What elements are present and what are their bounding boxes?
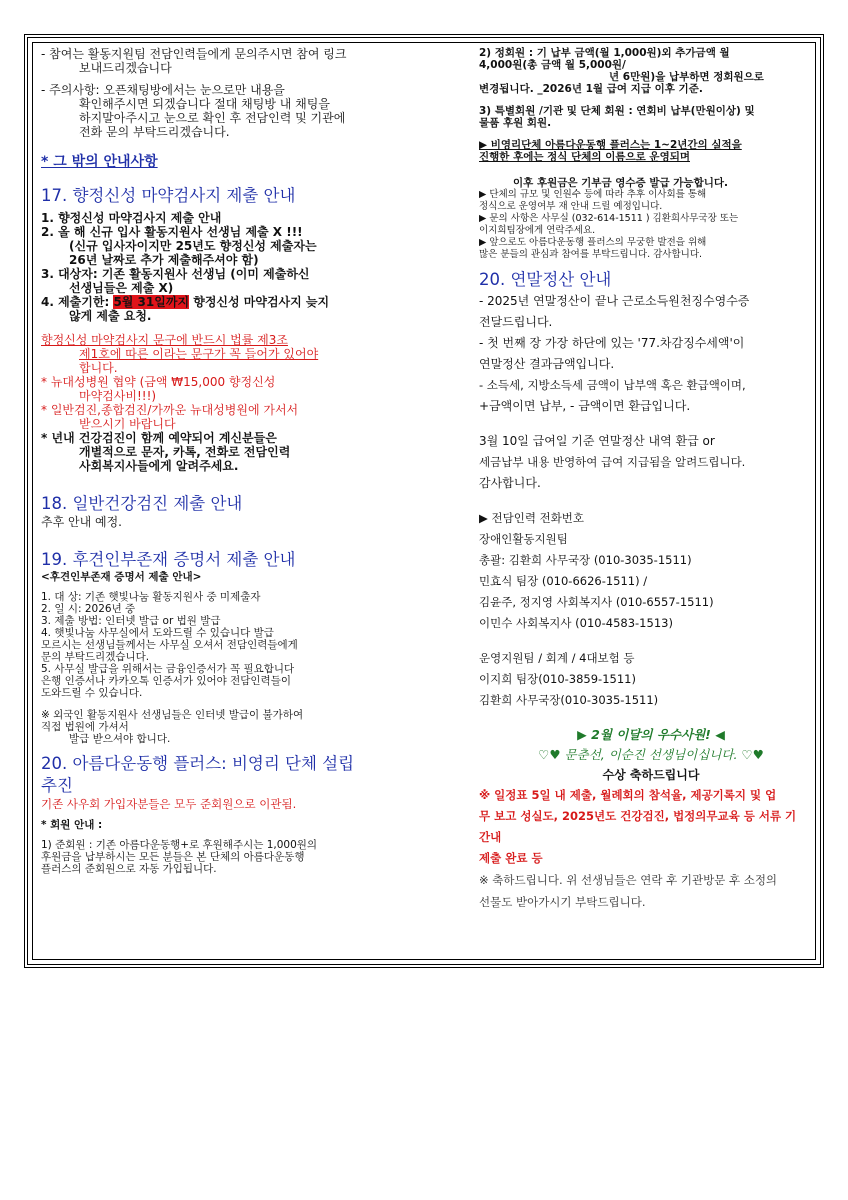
small-note: 많은 분들의 관심과 참여를 부탁드립니다. 감사합니다. xyxy=(479,249,703,260)
s17-red-note: * 뉴대성병원 협약 (금액 ₩15,000 향정신성 xyxy=(41,375,276,389)
section-20-title-line2: 추진 xyxy=(41,776,73,795)
s19-note: 직접 법원에 가셔서 xyxy=(41,721,129,733)
contact-line: 김환희 사무국장(010-3035-1511) xyxy=(479,693,659,707)
donor-note: 이후 후원금은 기부금 영수증 발급 가능합니다. xyxy=(513,177,728,189)
tax-line: 연말정산 결과금액입니다. xyxy=(479,357,615,371)
deadline-highlight: 5월 31일까지 xyxy=(113,295,190,309)
section-17-title: 17. 향정신성 마약검사지 제출 안내 xyxy=(41,186,296,205)
small-note: ▶ 문의 사항은 사무실 (032-614-1511 ) 김환희사무국장 또는 xyxy=(479,213,739,224)
s19-item: 5. 사무실 발급을 위해서는 금융인증서가 꼭 필요합니다 xyxy=(41,663,295,675)
intro-line: - 참여는 활동지원팀 전담인력들에게 문의주시면 참여 링크 xyxy=(41,47,347,61)
nonprofit-note: 진행한 후에는 정식 단체의 이름으로 운영되며 xyxy=(479,151,690,163)
caution-line: 확인해주시면 되겠습니다 절대 채팅방 내 채팅을 xyxy=(79,97,330,111)
s19-item: 3. 제출 방법: 인터넷 발급 or 법원 발급 xyxy=(41,615,221,627)
s17-red-note: 향정신성 마약검사지 문구에 반드시 법률 제3조 xyxy=(41,333,288,347)
member-associate: 플러스의 준회원으로 자동 가입됩니다. xyxy=(41,863,217,875)
member-special: 3) 특별회원 /기관 및 단체 회원 : 연회비 납부(만원이상) 및 xyxy=(479,105,755,117)
s19-item: 1. 대 상: 기존 햇빛나눔 활동지원사 중 미제출자 xyxy=(41,591,261,603)
tax-closing: 3월 10일 급여일 기준 연말정산 내역 환급 or xyxy=(479,434,715,448)
member-associate: 1) 준회원 : 기존 아름다운동행+로 후원해주시는 1,000원의 xyxy=(41,839,318,851)
contact-line: 민효식 팀장 (010-6626-1511) / xyxy=(479,574,648,588)
year-end-tax-title: 20. 연말정산 안내 xyxy=(479,270,612,289)
small-note: 이지희팀장에게 연락주세요. xyxy=(479,225,596,236)
s19-item: 모르시는 선생님들께서는 사무실 오셔서 전담인력들에게 xyxy=(41,639,298,651)
s17-last-note: 개별적으로 문자, 카톡, 전화로 전담인력 xyxy=(79,445,291,459)
member-associate: 후원금을 납부하시는 모든 분들은 본 단체의 아름다운동행 xyxy=(41,851,305,863)
contacts-title: ▶ 전담인력 전화번호 xyxy=(479,511,585,525)
member-regular: 변경됩니다. _2026년 1월 급여 지급 이후 기준. xyxy=(479,83,703,95)
s17-item: 3. 대상자: 기존 활동지원사 선생님 (이미 제출하신 xyxy=(41,267,310,281)
award-title: ▶ 2월 이달의 우수사원! ◀ xyxy=(577,727,725,742)
contact-line: 김윤주, 정지영 사회복지사 (010-6557-1511) xyxy=(479,595,714,609)
section-20-title: 20. 아름다운동행 플러스: 비영리 단체 설립 xyxy=(41,754,355,773)
member-regular: 4,000원(총 금액 월 5,000원/ xyxy=(479,59,626,71)
s17-red-note: 합니다. xyxy=(79,361,118,375)
tax-line: +금액이면 납부, - 금액이면 환급입니다. xyxy=(479,399,691,413)
left-column xyxy=(41,47,471,875)
small-note: 정식으로 운영여부 재 안내 드릴 예정입니다. xyxy=(479,201,663,212)
s17-item: 1. 향정신성 마약검사지 제출 안내 xyxy=(41,211,222,225)
newsletter-inner-border xyxy=(32,42,816,960)
right-column xyxy=(479,47,823,913)
small-note: ▶ 앞으로도 아름다운동행 플러스의 무궁한 발전을 위해 xyxy=(479,237,707,248)
award-names: ♡♥ 문춘선, 이순진 선생님이십니다. ♡♥ xyxy=(538,747,764,762)
award-congrats: 수상 축하드립니다 xyxy=(602,768,700,782)
award-criteria: ※ 일정표 5일 내 제출, 월례회의 참석율, 제공기록지 및 업 xyxy=(479,788,777,802)
deadline-prefix: 4. 제출기한: xyxy=(41,295,114,309)
member-regular: 년 6만원)을 납부하면 정회원으로 xyxy=(609,71,764,83)
caution-line: 하지말아주시고 눈으로 확인 후 전담인력 및 기관에 xyxy=(79,111,346,125)
s17-red-note: * 일반검진,종합검진/가까운 뉴대성병원에 가서서 xyxy=(41,403,299,417)
s17-deadline-line2: 않게 제출 요청. xyxy=(69,309,152,323)
s17-red-note: 받으시기 바랍니다 xyxy=(79,417,176,431)
s18-body: 추후 안내 예정. xyxy=(41,515,122,529)
s19-note: 발급 받으셔야 합니다. xyxy=(69,733,171,745)
caution-line: - 주의사항: 오픈채팅방에서는 눈으로만 내용을 xyxy=(41,83,285,97)
member-info-title: * 회원 안내 : xyxy=(41,819,103,831)
award-criteria: 간내 xyxy=(479,830,502,844)
tax-line: 전달드립니다. xyxy=(479,315,553,329)
section-19-title: 19. 후견인부존재 증명서 제출 안내 xyxy=(41,550,296,569)
s19-item: 4. 햇빛나눔 사무실에서 도와드릴 수 있습니다 발급 xyxy=(41,627,274,639)
caution-line: 전화 문의 부탁드리겠습니다. xyxy=(79,125,230,139)
s19-item: 2. 일 시: 2026년 중 xyxy=(41,603,136,615)
s20-red-note: 기존 사우회 가입자분들은 모두 준회원으로 이관됨. xyxy=(41,797,297,811)
s17-item: 2. 올 해 신규 입사 활동지원사 선생님 제출 X !!! xyxy=(41,225,303,239)
tax-line: - 소득세, 지방소득세 금액이 납부액 혹은 환급액이며, xyxy=(479,378,746,392)
contact-line: 이민수 사회복지사 (010-4583-1513) xyxy=(479,616,673,630)
s19-item: 도와드릴 수 있습니다. xyxy=(41,687,143,699)
tax-closing: 세금납부 내용 반영하여 급여 지급됨을 알려드립니다. xyxy=(479,455,746,469)
s17-last-note: * 년내 건강검진이 함께 예약되어 계신분들은 xyxy=(41,431,277,445)
s17-item: 선생님들은 제출 X) xyxy=(69,281,174,295)
s17-red-note: 제1호에 따른 이라는 문구가 꼭 들어가 있어야 xyxy=(79,347,319,361)
s17-item: 26년 날짜로 추가 제출해주셔야 함) xyxy=(69,253,259,267)
nonprofit-note: ▶ 비영리단체 아름다운동행 플러스는 1~2년간의 실적을 xyxy=(479,139,742,151)
s19-item: 은행 인증서나 카카오톡 인증서가 있어야 전담인력들이 xyxy=(41,675,291,687)
award-footer: 선물도 받아가시기 부탁드립니다. xyxy=(479,895,646,909)
award-footer: ※ 축하드립니다. 위 선생님들은 연락 후 기관방문 후 소정의 xyxy=(479,873,778,887)
tax-line: - 2025년 연말정산이 끝나 근로소득원천징수영수증 xyxy=(479,294,750,308)
contact-line: 이지희 팀장(010-3859-1511) xyxy=(479,672,636,686)
member-special: 물품 후원 회원. xyxy=(479,117,552,129)
member-regular: 2) 정회원 : 기 납부 금액(월 1,000원)외 추가금액 월 xyxy=(479,47,730,59)
contact-line: 운영지원팀 / 회계 / 4대보험 등 xyxy=(479,651,635,665)
contact-line: 총괄: 김환희 사무국장 (010-3035-1511) xyxy=(479,553,692,567)
other-info-heading: * 그 밖의 안내사항 xyxy=(41,154,158,170)
s19-subtitle: <후견인부존재 증명서 제출 안내> xyxy=(41,571,202,583)
intro-line: 보내드리겠습니다 xyxy=(79,61,172,75)
deadline-suffix: 향정신성 마약검사지 늦지 xyxy=(189,295,330,309)
section-18-title: 18. 일반건강검진 제출 안내 xyxy=(41,494,243,513)
award-criteria: 무 보고 성실도, 2025년도 건강검진, 법정의무교육 등 서류 기 xyxy=(479,809,797,823)
tax-closing: 감사합니다. xyxy=(479,476,541,490)
newsletter-frame xyxy=(24,34,824,968)
s19-item: 문의 부탁드리겠습니다. xyxy=(41,651,150,663)
small-note: ▶ 단체의 규모 및 인원수 등에 따라 추후 이사회를 통해 xyxy=(479,189,707,200)
s17-deadline xyxy=(41,295,471,309)
tax-line: - 첫 번째 장 가장 하단에 있는 '77.차감징수세액'이 xyxy=(479,336,745,350)
award-criteria: 제출 완료 등 xyxy=(479,851,543,865)
contact-line: 장애인활동지원팀 xyxy=(479,532,568,546)
s19-note: ※ 외국인 활동지원사 선생님들은 인터넷 발급이 불가하여 xyxy=(41,709,304,721)
s17-item: (신규 입사자이지만 25년도 향정신성 제출자는 xyxy=(69,239,317,253)
s17-last-note: 사회복지사들에게 알려주세요. xyxy=(79,459,239,473)
s17-red-note: 마약검사비!!!) xyxy=(79,389,157,403)
